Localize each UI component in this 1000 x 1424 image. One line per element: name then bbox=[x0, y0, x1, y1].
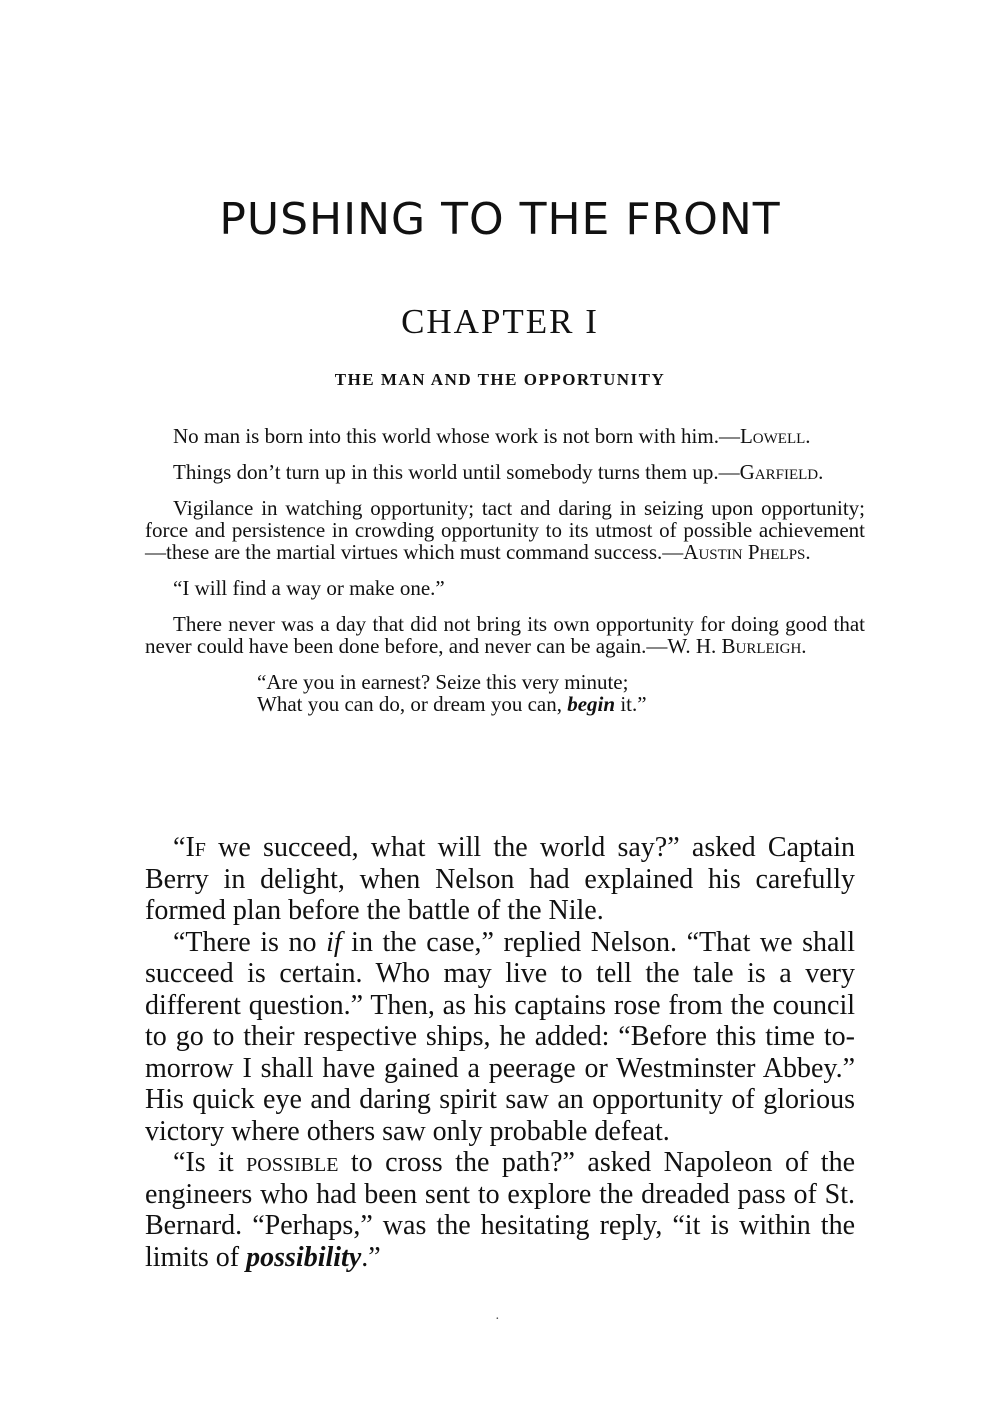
emphasis-possibility: possibility bbox=[246, 1241, 362, 1273]
epigraph-text: Vigilance in watching opportunity; tact and daring in seizing upon opportunity; force and persistence in crowding opportunity to its utmost of possible achievement—these are the martial virtues which must command success.— bbox=[145, 496, 865, 564]
epigraph-attribution: Lowell. bbox=[739, 424, 811, 448]
verse-line-1: “Are you in earnest? Seize this very minute; bbox=[257, 670, 629, 694]
epigraph-attribution: W. H. Burleigh. bbox=[667, 634, 807, 658]
open-quote: “ bbox=[173, 832, 186, 863]
epigraph-find-a-way bbox=[145, 577, 865, 599]
epigraph-attribution: Austin Phelps. bbox=[683, 540, 811, 564]
epigraph-verse bbox=[257, 671, 865, 715]
epigraph-text: Things don’t turn up in this world until somebody turns them up.— bbox=[173, 460, 740, 484]
chapter-title: THE MAN AND THE OPPORTUNITY bbox=[334, 370, 666, 389]
chapter-body bbox=[145, 832, 855, 1273]
verse-line-2-end: it.” bbox=[615, 692, 647, 716]
epigraph-text: No man is born into this world whose work is not born with him.— bbox=[173, 424, 740, 448]
paragraph-text-start: “There is no bbox=[173, 926, 327, 958]
verse-line-2-start: What you can do, or dream you can, bbox=[257, 692, 568, 716]
body-paragraph-nelson-reply bbox=[145, 927, 855, 1148]
epigraph-text: There never was a day that did not bring its own opportunity for doing good that never could have been done before, and never can be again.— bbox=[145, 612, 865, 658]
chapter-number: CHAPTER I bbox=[401, 302, 599, 341]
epigraph-burleigh bbox=[145, 613, 865, 657]
book-title: PUSHING TO THE FRONT bbox=[219, 194, 781, 245]
body-paragraph-napoleon bbox=[145, 1147, 855, 1273]
paragraph-text: in the case,” replied Nelson. “That we shall succeed is certain. Who may live to tell the tale is a very different question.” Then, as his captains rose from the council to go to their respective ships, he added: “Before this time to-morrow I shall have gained a peerage or Westminster Abbey.” His quick eye and daring spirit saw an opportunity of glorious victory where others saw only probable defeat. bbox=[145, 926, 855, 1147]
body-paragraph-nelson-berry bbox=[145, 832, 855, 927]
epigraph-lowell bbox=[145, 425, 865, 447]
paragraph-text: we succeed, what will the world say?” asked Captain Berry in delight, when Nelson had explained his carefully formed plan before the battle of the Nile. bbox=[145, 832, 855, 926]
verse-emphasis-begin: begin bbox=[567, 692, 616, 716]
emphasis-if: if bbox=[326, 926, 342, 958]
epigraph-text: “I will find a way or make one.” bbox=[173, 576, 445, 600]
epigraph-phelps bbox=[145, 497, 865, 563]
epigraph-attribution: Garfield. bbox=[739, 460, 824, 484]
paragraph-text-start: “Is it bbox=[173, 1147, 247, 1178]
paragraph-text-end: .” bbox=[361, 1241, 381, 1273]
paragraph-text-middle: to cross the path?” asked Napoleon of the engineers who had been sent to explore the dreaded pass of St. Bernard. “Perhaps,” was the hesitating reply, “it is within the limits of bbox=[145, 1147, 855, 1273]
epigraph-garfield bbox=[145, 461, 865, 483]
smallcaps-possible: possible bbox=[246, 1147, 339, 1178]
page-mark: · bbox=[495, 1312, 500, 1327]
dropcap-word: If bbox=[185, 832, 206, 863]
epigraph-block bbox=[145, 425, 865, 715]
verse-line-2 bbox=[257, 693, 865, 715]
